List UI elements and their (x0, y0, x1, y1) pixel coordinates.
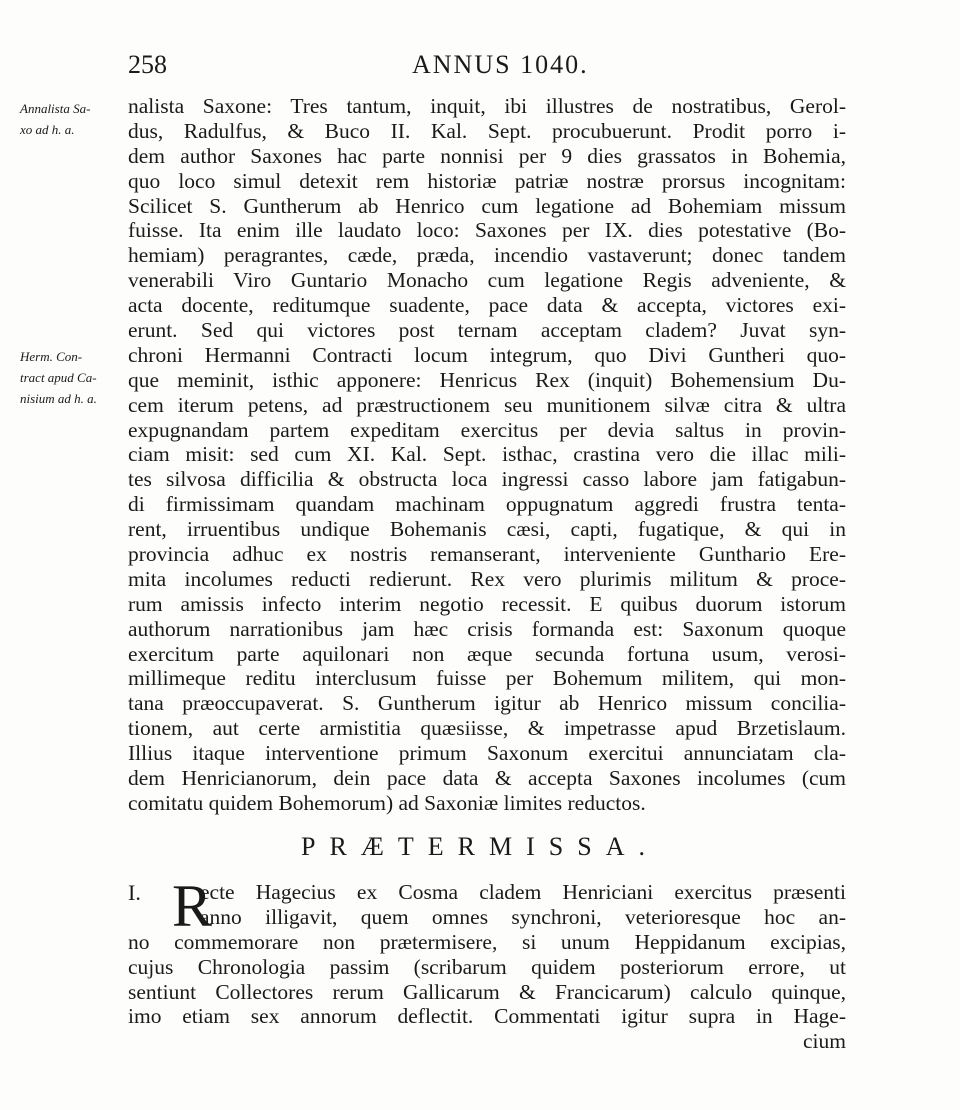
section-text-line: sentiunt Collectores rerum Gallicarum & Francicarum) calculo quinque, (128, 979, 846, 1004)
section-text-line: anno illigavit, quem omnes synchroni, veterioresque hoc an- (200, 904, 846, 929)
section-paragraph (128, 873, 846, 1054)
margin-note-annalista (20, 98, 128, 140)
text-line: dus, Radulfus, & Buco II. Kal. Sept. procubuerunt. Prodit porro i- (128, 118, 846, 143)
text-line: que meminit, isthic apponere: Henricus Rex (inquit) Bohemensium Du- (128, 367, 846, 392)
text-line: fuisse. Ita enim ille laudato loco: Saxones per IX. dies potestative (Bo- (128, 218, 846, 243)
text-line: ciam misit: sed cum XI. Kal. Sept. isthac, crastina vero die illac mili- (128, 442, 846, 467)
text-line: venerabili Viro Guntario Monacho cum legatione Regis adveniente, & (128, 268, 846, 293)
margin-note-line: xo ad h. a. (20, 122, 75, 137)
text-line: di firmissimam quandam machinam oppugnatum aggredi frustra tenta- (128, 492, 846, 517)
drop-cap: R (172, 873, 213, 939)
section-text-line: no commemorare non prætermisere, si unum Heppidanum excipias, (128, 929, 846, 954)
margin-note-line: nisium ad h. a. (20, 391, 97, 406)
margin-note-hermann (20, 346, 128, 409)
text-line: dem author Saxones hac parte nonnisi per 9 dies grassatos in Bohemia, (128, 143, 846, 168)
text-line: tana præoccupaverat. S. Guntherum igitur ab Henrico missum concilia- (128, 691, 846, 716)
text-line: exercitum parte aquilonari non æque secunda fortuna usum, verosi- (128, 641, 846, 666)
text-line: rum amissis infecto interim negotio recessit. E quibus duorum istorum (128, 591, 846, 616)
page-header (0, 50, 960, 90)
text-line: authorum narrationibus jam hæc crisis formanda est: Saxonum quoque (128, 616, 846, 641)
section-text-line: ecte Hagecius ex Cosma cladem Henriciani exercitus præsenti (200, 880, 846, 904)
text-line: acta docente, reditumque suadente, pace data & accepta, victores exi- (128, 293, 846, 318)
text-line: hemiam) peragrantes, cæde, præda, incendio vastaverunt; donec tandem (128, 243, 846, 268)
text-line: tes silvosa difficilia & obstructa loca ingressi casso labore jam fatigabun- (128, 467, 846, 492)
text-line: erunt. Sed qui victores post ternam acceptam cladem? Juvat syn- (128, 318, 846, 343)
text-line: tionem, aut certe armistitia quæsiisse, & impetrasse apud Brzetislaum. (128, 716, 846, 741)
text-line: cem iterum petens, ad præstructionem seu munitionem silvæ citra & ultra (128, 392, 846, 417)
text-line: provincia adhuc ex nostris remanserant, interveniente Gunthario Ere- (128, 542, 846, 567)
text-line: chroni Hermanni Contracti locum integrum, quo Divi Guntheri quo- (128, 342, 846, 367)
text-line: rent, irruentibus undique Bohemanis cæsi, capti, fugatique, & qui in (128, 517, 846, 542)
text-line: expugnandam partem expeditam exercitus per devia saltus in provin- (128, 417, 846, 442)
section-text (128, 880, 846, 1054)
page-number: 258 (128, 50, 167, 79)
paragraph-number: I. (128, 880, 141, 905)
text-line: quo loco simul detexit rem historiæ patriæ nostræ prorsus incognitam: (128, 168, 846, 193)
text-line: millimeque reditu interclusum fuisse per Bohemum militem, qui mon- (128, 666, 846, 691)
text-line: nalista Saxone: Tres tantum, inquit, ibi illustres de nostratibus, Gerol- (128, 94, 846, 118)
text-line: dem Henricianorum, dein pace data & accepta Saxones incolumes (cum (128, 766, 846, 791)
main-text (128, 94, 846, 816)
text-line: mita incolumes reducti redierunt. Rex vero plurimis militum & proce- (128, 566, 846, 591)
section-title: PRÆTERMISSA. (301, 832, 659, 861)
section-text-line: cujus Chronologia passim (scribarum quidem posteriorum errore, ut (128, 954, 846, 979)
section-text-line: cium (803, 1029, 846, 1054)
running-head: ANNUS 1040. (412, 50, 589, 79)
text-line: Scilicet S. Guntherum ab Henrico cum legatione ad Bohemiam missum (128, 193, 846, 218)
section-text-line: imo etiam sex annorum deflectit. Commentati igitur supra in Hage- (128, 1004, 846, 1029)
text-line: comitatu quidem Bohemorum) ad Saxoniæ limites reductos. (128, 790, 646, 815)
margin-note-line: tract apud Ca- (20, 370, 97, 385)
text-line: Illius itaque interventione primum Saxonum exercitui annunciatam cla- (128, 741, 846, 766)
margin-note-line: Herm. Con- (20, 349, 83, 364)
margin-note-line: Annalista Sa- (20, 101, 91, 116)
